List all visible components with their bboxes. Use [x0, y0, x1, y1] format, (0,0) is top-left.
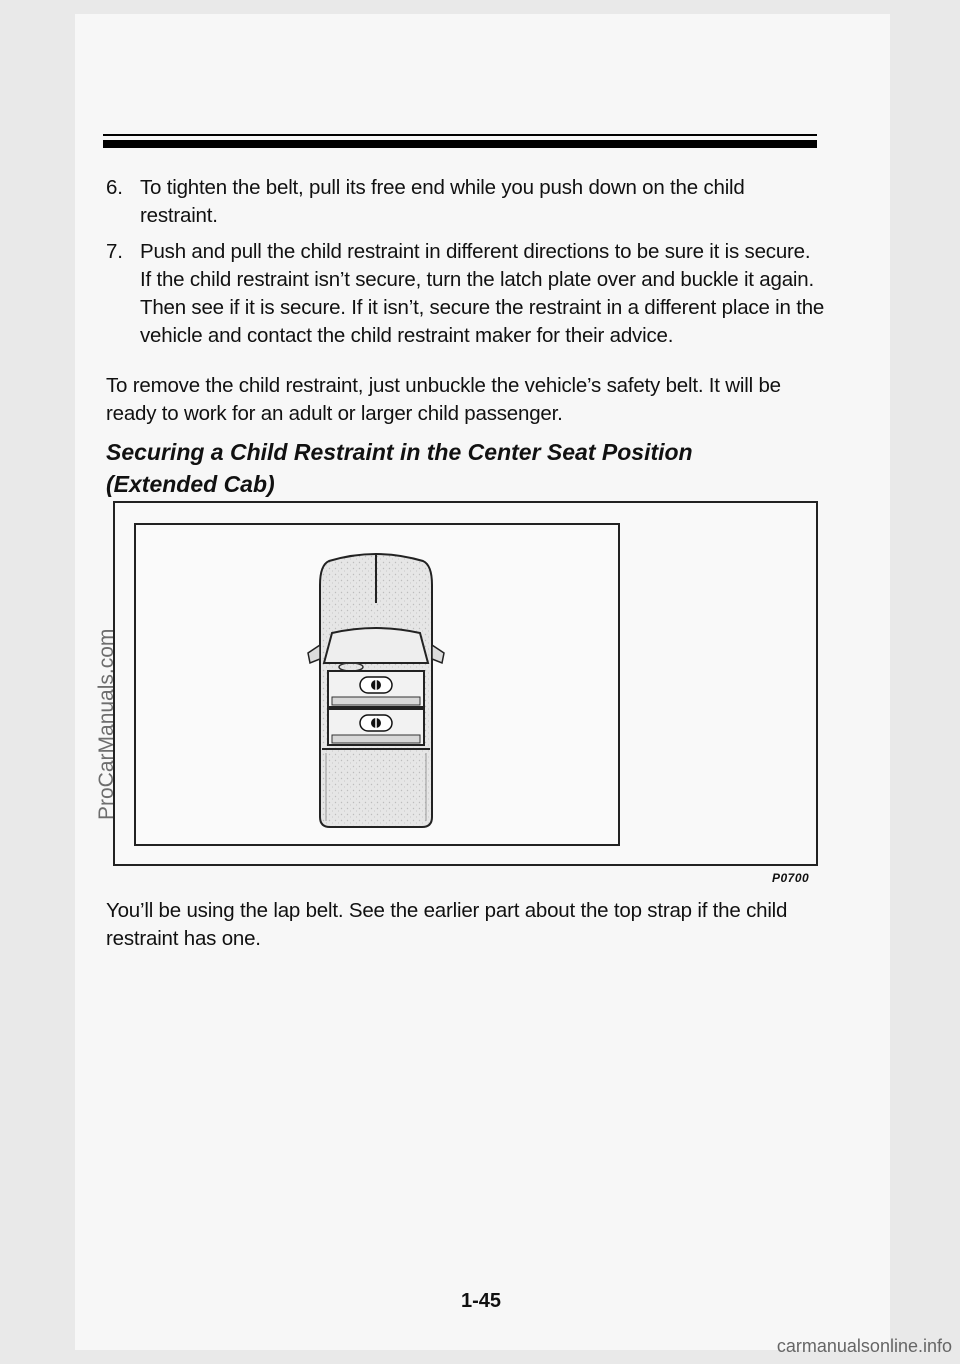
left-mirror: [308, 645, 320, 663]
right-mirror: [432, 645, 444, 663]
watermark-bottom: carmanualsonline.info: [776, 1336, 952, 1356]
step-number: 6.: [106, 176, 123, 199]
section-heading-line1: Securing a Child Restraint in the Center Seat Position: [106, 439, 693, 465]
step-item: [106, 238, 826, 350]
lap-belt-paragraph: You’ll be using the lap belt. See the earlier part about the top strap if the child restraint has one.: [106, 899, 788, 950]
windshield: [324, 628, 428, 663]
page-number: 1-45: [460, 1290, 502, 1312]
steps-list: [106, 174, 826, 358]
header-rule: [103, 140, 817, 148]
section-heading: [106, 436, 826, 500]
truck-top-view-illustration: [136, 525, 618, 844]
section-heading-line2: (Extended Cab): [106, 471, 275, 497]
header-rule-thin: [103, 134, 817, 136]
step-number: 7.: [106, 240, 123, 263]
step-item: [106, 174, 826, 230]
figure-code: P0700: [772, 871, 810, 885]
watermark-left: ProCarManuals.com: [95, 628, 118, 820]
figure-inner-frame: [134, 523, 620, 846]
step-text: Push and pull the child restraint in different directions to be sure it is secure. If the child restraint isn’t secure, turn the latch plate over and buckle it again. Then see if it is secure. If it isn’t, secure the restraint in a different place in the vehicle and contact the child restraint maker for their advice.: [140, 240, 825, 347]
step-text: To tighten the belt, pull its free end while you push down on the child restraint.: [140, 176, 745, 227]
figure-frame: [113, 501, 818, 866]
remove-restraint-paragraph: To remove the child restraint, just unbuckle the vehicle’s safety belt. It will be ready to work for an adult or larger child passenger.: [106, 374, 781, 425]
